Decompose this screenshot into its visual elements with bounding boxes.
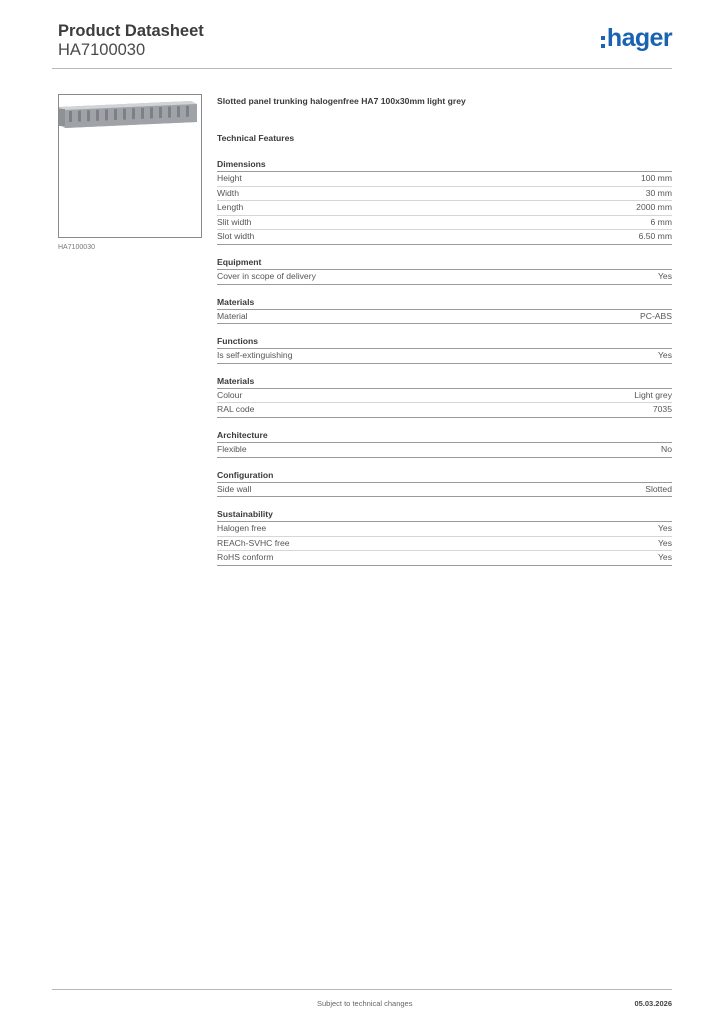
footer-date: 05.03.2026: [634, 999, 672, 1008]
section-sustainability: [217, 509, 672, 566]
spec-value: Yes: [657, 350, 672, 361]
spec-value: 2000 mm: [636, 202, 672, 213]
spec-label: Material: [217, 310, 248, 321]
spec-label: Slot width: [217, 231, 255, 242]
section-title: Equipment: [217, 257, 672, 270]
spec-label: REACh-SVHC free: [217, 537, 290, 548]
spec-label: Width: [217, 187, 239, 198]
spec-value: 6 mm: [650, 216, 672, 227]
trunking-image-icon: [59, 95, 201, 237]
spec-row: [217, 443, 672, 458]
spec-label: RoHS conform: [217, 552, 274, 563]
logo-dots-icon: [601, 36, 605, 48]
spec-label: RAL code: [217, 404, 255, 415]
spec-row: [217, 187, 672, 202]
section-title: Configuration: [217, 470, 672, 483]
spec-row: [217, 349, 672, 364]
spec-value: Light grey: [634, 389, 672, 400]
footer-divider: [52, 989, 672, 990]
spec-row: [217, 270, 672, 285]
spec-row: [217, 389, 672, 404]
section-title: Sustainability: [217, 509, 672, 522]
spec-row: [217, 230, 672, 245]
spec-row: [217, 172, 672, 187]
header-divider: [52, 68, 672, 69]
spec-row: [217, 551, 672, 566]
spec-row: [217, 483, 672, 498]
section-configuration: [217, 470, 672, 498]
spec-label: Flexible: [217, 443, 247, 454]
spec-label: Halogen free: [217, 523, 267, 534]
spec-value: Yes: [657, 537, 672, 548]
spec-value: Slotted: [645, 483, 672, 494]
section-title: Dimensions: [217, 159, 672, 172]
spec-value: 100 mm: [640, 173, 672, 183]
section-functions: [217, 336, 672, 364]
spec-value: 6.50 mm: [638, 231, 672, 242]
spec-value: 30 mm: [645, 187, 672, 198]
section-title: Functions: [217, 336, 672, 349]
spec-label: Height: [217, 173, 242, 183]
product-code: HA7100030: [58, 41, 146, 59]
section-title: Materials: [217, 376, 672, 389]
spec-label: Colour: [217, 389, 243, 400]
spec-row: [217, 537, 672, 552]
spec-value: No: [661, 443, 672, 454]
section-materials: [217, 297, 672, 325]
spec-value: Yes: [657, 270, 672, 281]
spec-label: Cover in scope of delivery: [217, 270, 316, 281]
logo-text: hager: [606, 24, 672, 52]
spec-row: [217, 201, 672, 216]
section-architecture: [217, 430, 672, 458]
hager-logo: [601, 26, 672, 51]
spec-value: PC-ABS: [640, 310, 672, 321]
page-header: [58, 22, 672, 68]
spec-row: [217, 522, 672, 537]
image-caption: HA7100030: [58, 244, 95, 251]
section-title: Architecture: [217, 430, 672, 443]
product-image: [58, 94, 202, 238]
document-title: Product Datasheet: [58, 22, 204, 40]
spec-row: [217, 403, 672, 418]
technical-features-heading: Technical Features: [217, 133, 295, 143]
section-materials-colour: [217, 376, 672, 418]
spec-value: 7035: [652, 404, 672, 415]
product-details: [217, 96, 672, 566]
spec-label: Side wall: [217, 483, 252, 494]
spec-row: [217, 310, 672, 325]
section-dimensions: [217, 159, 672, 245]
spec-value: Yes: [657, 523, 672, 534]
product-name: Slotted panel trunking halogenfree HA7 100x30mm light grey: [217, 96, 466, 106]
footer-note: Subject to technical changes: [317, 999, 413, 1008]
section-title: Materials: [217, 297, 672, 310]
spec-label: Length: [217, 202, 244, 213]
spec-row: [217, 216, 672, 231]
section-equipment: [217, 257, 672, 285]
spec-label: Slit width: [217, 216, 252, 227]
spec-value: Yes: [657, 552, 672, 563]
spec-label: Is self-extinguishing: [217, 350, 293, 361]
